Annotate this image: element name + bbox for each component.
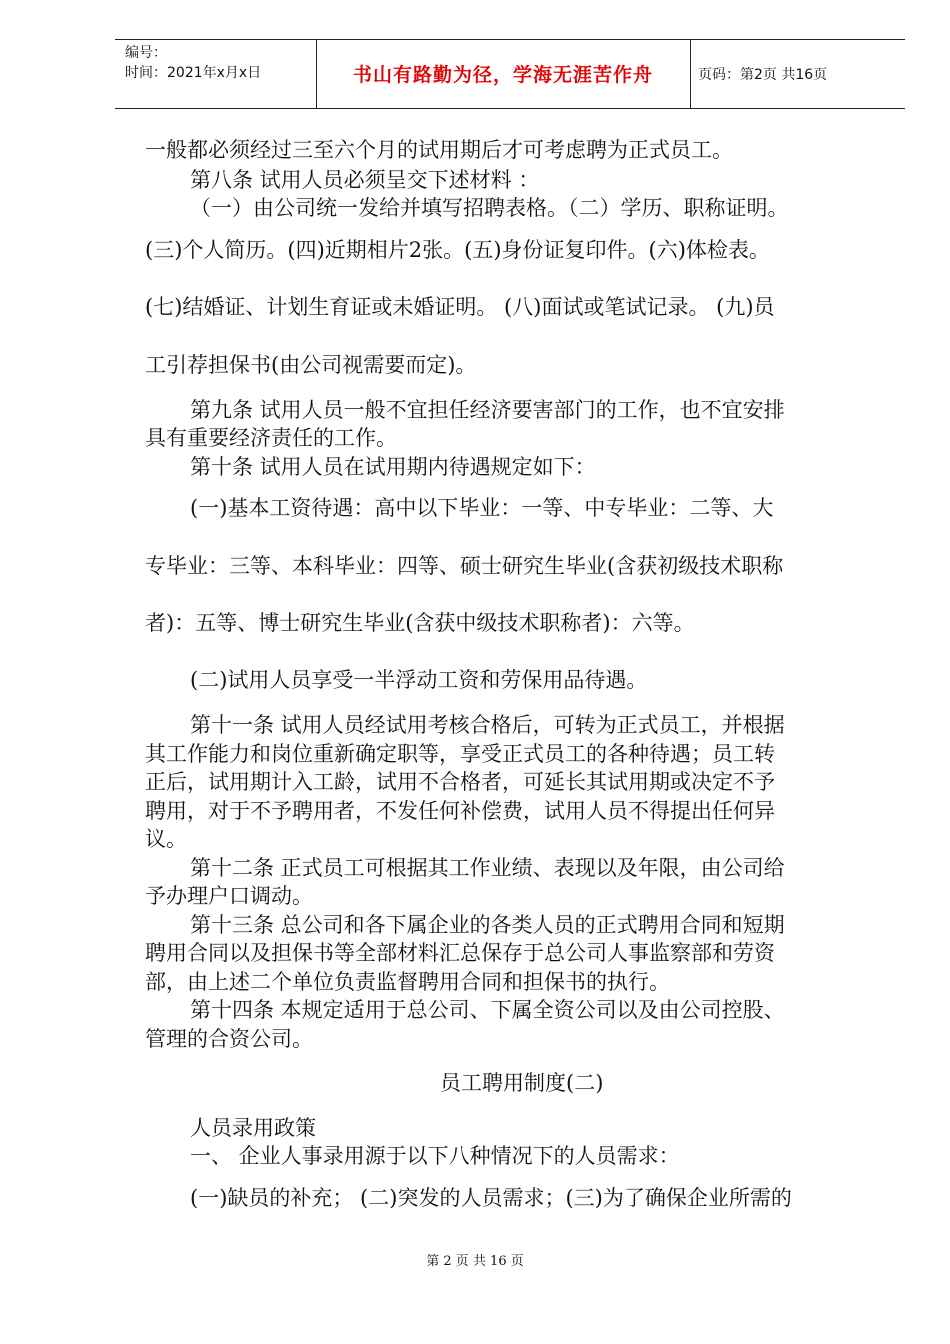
article-heading: 第十四条 本规定适用于总公司、下属全资公司以及由公司控股、	[190, 998, 785, 1022]
article-heading: 第十三条 总公司和各下属企业的各类人员的正式聘用合同和短期	[190, 913, 785, 937]
body-line: 管理的合资公司。	[145, 1027, 313, 1051]
header-meta	[125, 43, 261, 83]
body-line: 聘用，对于不予聘用者，不发任何补偿费，试用人员不得提出任何异	[145, 799, 775, 823]
body-line: (二)试用人员享受一半浮动工资和劳保用品待遇。	[190, 668, 648, 692]
body-line: 专毕业：三等、本科毕业：四等、硕士研究生毕业(含获初级技术职称	[145, 554, 784, 578]
body-line: (一)基本工资待遇：高中以下毕业：一等、中专毕业：二等、大	[190, 496, 774, 520]
section-subtitle: 人员录用政策	[190, 1116, 316, 1140]
page-header	[115, 39, 905, 109]
number-label: 编号：	[125, 45, 167, 61]
body-line: 聘用合同以及担保书等全部材料汇总保存于总公司人事监察部和劳资	[145, 941, 775, 965]
body-line: 议。	[145, 827, 187, 851]
body-line: 正后，试用期计入工龄，试用不合格者，可延长其试用期或决定不予	[145, 770, 775, 794]
body-line: 部，由上述二个单位负责监督聘用合同和担保书的执行。	[145, 970, 670, 994]
body-line: 工引荐担保书(由公司视需要而定)。	[145, 353, 477, 377]
article-heading: 第十一条 试用人员经试用考核合格后，可转为正式员工，并根据	[190, 713, 785, 737]
body-line: (三)个人简历。(四)近期相片2张。(五)身份证复印件。(六)体检表。	[145, 238, 770, 262]
body-line: (一)缺员的补充； (二)突发的人员需求；(三)为了确保企业所需的	[190, 1186, 792, 1210]
header-motto: 书山有路勤为径，学海无涯苦作舟	[352, 64, 653, 86]
time-label: 时间：2021年x月x日	[125, 65, 262, 81]
body-line: 一般都必须经过三至六个月的试用期后才可考虑聘为正式员工。	[145, 138, 733, 162]
body-line: (七)结婚证、计划生育证或未婚证明。 (八)面试或笔试记录。 (九)员	[145, 295, 775, 319]
header-page-info: 页码：第2页 共16页	[698, 67, 828, 83]
page-footer: 第 2 页 共 16 页	[426, 1254, 524, 1269]
header-divider	[690, 40, 691, 108]
body-line: 具有重要经济责任的工作。	[145, 426, 397, 450]
article-heading: 第九条 试用人员一般不宜担任经济要害部门的工作，也不宜安排	[190, 398, 785, 422]
section-title: 员工聘用制度(二)	[440, 1071, 604, 1095]
body-line: 其工作能力和岗位重新确定职等，享受正式员工的各种待遇；员工转	[145, 742, 775, 766]
article-heading: 第十条 试用人员在试用期内待遇规定如下：	[190, 455, 596, 479]
article-heading: 第十二条 正式员工可根据其工作业绩、表现以及年限，由公司给	[190, 856, 785, 880]
article-heading: 第八条 试用人员必须呈交下述材料 ：	[190, 168, 540, 192]
body-line: 者)：五等、博士研究生毕业(含获中级技术职称者)：六等。	[145, 611, 695, 635]
body-line: 一、 企业人事录用源于以下八种情况下的人员需求：	[190, 1144, 680, 1168]
body-line: （一）由公司统一发给并填写招聘表格。（二）学历、职称证明。	[190, 196, 789, 220]
body-line: 予办理户口调动。	[145, 884, 313, 908]
